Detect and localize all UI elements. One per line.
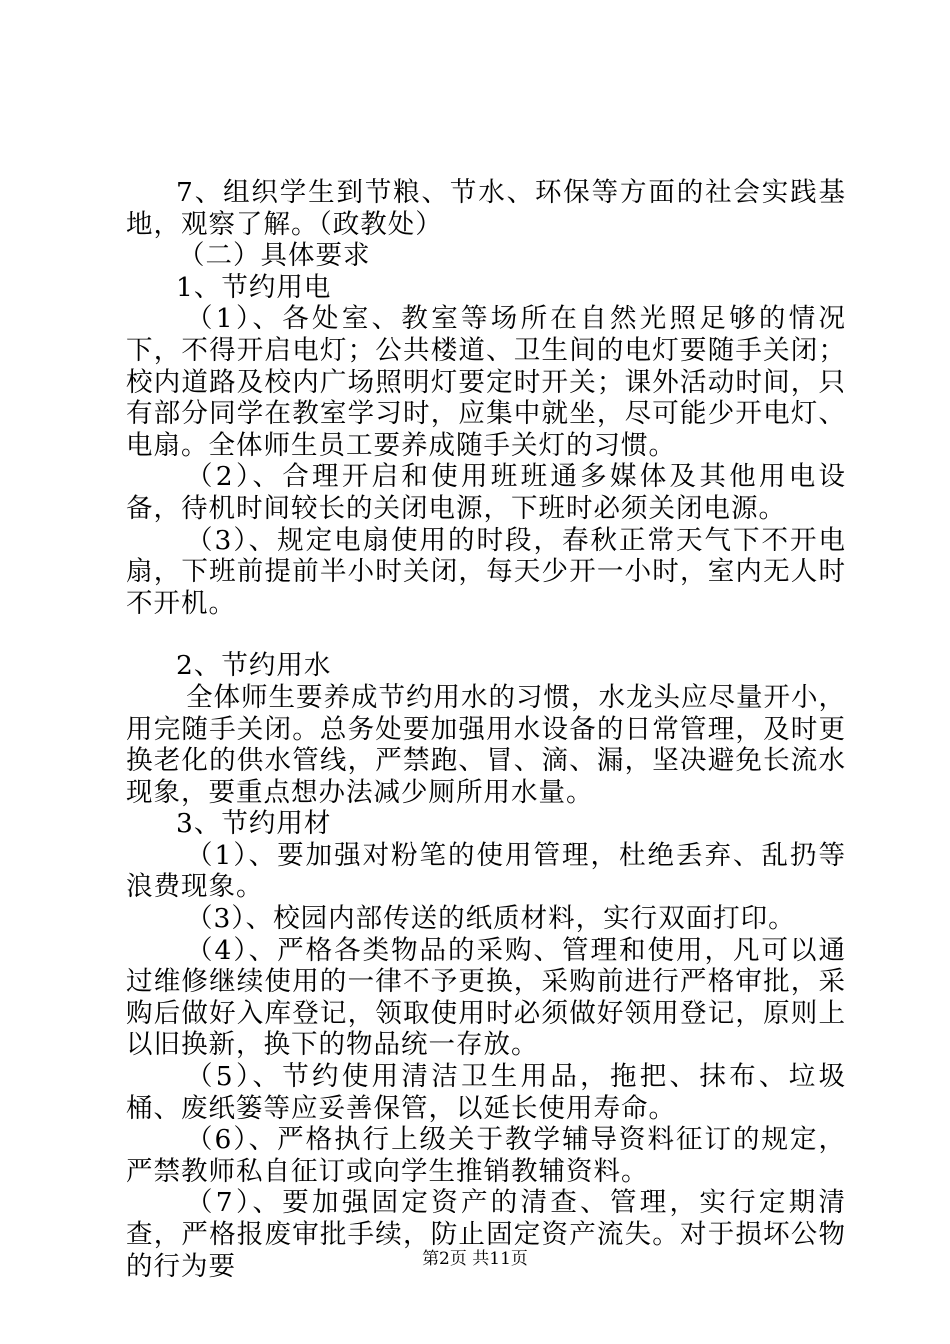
section-heading-requirements: （二）具体要求	[178, 240, 371, 272]
subheading-save-materials: 3、节约用材	[176, 808, 332, 840]
paragraph-materials-6: （6）、严格执行上级关于教学辅导资料征订的规定，严禁教师私自征订或向学生推销教辅资料。	[126, 1124, 846, 1187]
subheading-save-electricity: 1、节约用电	[176, 271, 332, 303]
paragraph-electricity-1: （1）、各处室、教室等场所在自然光照足够的情况下，不得开启电灯；公共楼道、卫生间的电灯要随手关闭；校内道路及校内广场照明灯要定时开关；课外活动时间，只有部分同学在教室学习时，应集中就坐，尽可能少开电灯、电扇。全体师生员工要养成随手关灯的习惯。	[126, 303, 846, 461]
paragraph-electricity-2: （2）、合理开启和使用班班通多媒体及其他用电设备，待机时间较长的关闭电源，下班时必须关闭电源。	[126, 461, 846, 524]
paragraph-materials-5: （5）、节约使用清洁卫生用品，拖把、抹布、垃圾桶、废纸篓等应妥善保管，以延长使用寿命。	[126, 1061, 846, 1124]
paragraph-water: 全体师生要养成节约用水的习惯，水龙头应尽量开小，用完随手关闭。总务处要加强用水设备的日常管理，及时更换老化的供水管线，严禁跑、冒、滴、漏，坚决避免长流水现象，要重点想办法减少厕所用水量。	[126, 681, 846, 808]
paragraph-materials-7: （7）、要加强固定资产的清查、管理，实行定期清查，严格报废审批手续，防止固定资产流失。对于损坏公物的行为要	[126, 1187, 846, 1282]
paragraph-materials-1: （1）、要加强对粉笔的使用管理，杜绝丢弃、乱扔等浪费现象。	[126, 839, 846, 903]
paragraph-materials-3: （3）、校园内部传送的纸质材料，实行双面打印。	[186, 903, 796, 935]
paragraph-electricity-3: （3）、规定电扇使用的时段，春秋正常天气下不开电扇，下班前提前半小时关闭，每天少开一小时，室内无人时不开机。	[126, 524, 846, 619]
paragraph-item-7: 7、组织学生到节粮、节水、环保等方面的社会实践基地，观察了解。（政教处）	[126, 177, 846, 240]
page-number-footer: 第2页 共11页	[422, 1249, 528, 1269]
paragraph-materials-4: （4）、严格各类物品的采购、管理和使用，凡可以通过维修继续使用的一律不予更换，采购前进行严格审批，采购后做好入库登记，领取使用时必须做好领用登记，原则上以旧换新，换下的物品统一存放。	[126, 934, 846, 1061]
document-body	[126, 177, 846, 1282]
subheading-save-water: 2、节约用水	[176, 650, 332, 682]
paragraph-gap	[126, 619, 846, 650]
